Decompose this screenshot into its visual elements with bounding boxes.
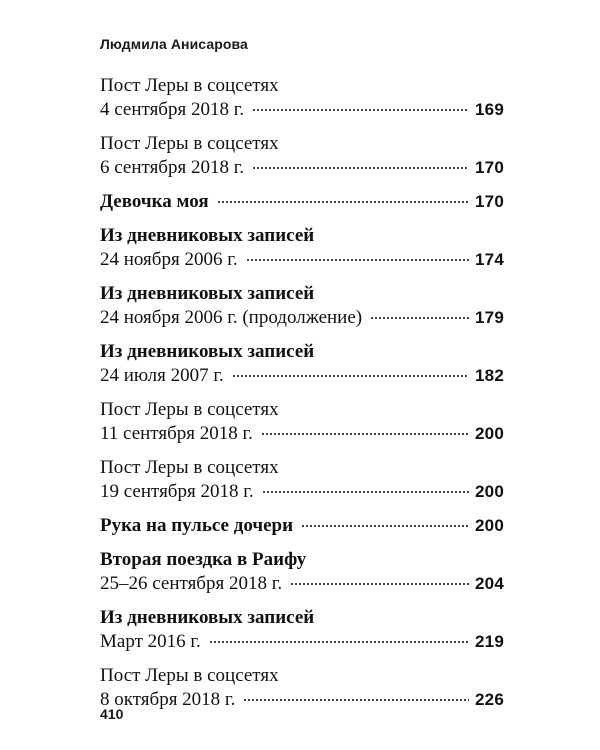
toc-entry-title: Пост Леры в соцсетях	[100, 457, 279, 478]
table-of-contents	[100, 74, 504, 722]
toc-entry-title: Девочка моя	[100, 191, 209, 212]
toc-entry	[100, 340, 504, 388]
dot-leader	[243, 699, 469, 701]
toc-entry-detail: 24 ноября 2006 г.	[100, 249, 238, 270]
toc-entry-title: Пост Леры в соцсетях	[100, 133, 279, 154]
dot-leader	[290, 583, 469, 585]
toc-entry-title: Пост Леры в соцсетях	[100, 399, 279, 420]
toc-entry-title: Из дневниковых записей	[100, 607, 315, 628]
toc-entry-row	[100, 572, 504, 596]
page-number: 410	[100, 706, 124, 722]
toc-entry-row	[100, 98, 504, 122]
dot-leader	[301, 525, 469, 527]
toc-entry	[100, 132, 504, 180]
dot-leader	[232, 375, 469, 377]
toc-entry-page: 200	[475, 424, 504, 443]
dot-leader	[246, 259, 469, 261]
toc-entry-title: Пост Леры в соцсетях	[100, 665, 279, 686]
toc-entry-page: 179	[475, 308, 504, 327]
dot-leader	[370, 317, 469, 319]
toc-entry-title: Вторая поездка в Раифу	[100, 549, 307, 570]
toc-entry-row	[100, 480, 504, 504]
toc-entry	[100, 74, 504, 122]
toc-entry-page: 170	[475, 158, 504, 177]
toc-entry-title: Пост Леры в соцсетях	[100, 75, 279, 96]
toc-entry-detail: Март 2016 г.	[100, 631, 201, 652]
toc-entry	[100, 282, 504, 330]
dot-leader	[252, 109, 469, 111]
toc-entry-page: 226	[475, 690, 504, 709]
toc-entry-detail: 4 сентября 2018 г.	[100, 99, 245, 120]
toc-entry-title: Из дневниковых записей	[100, 341, 315, 362]
toc-entry-page: 200	[475, 516, 504, 535]
toc-entry-detail: 25–26 сентября 2018 г.	[100, 573, 283, 594]
toc-entry-detail: 11 сентября 2018 г.	[100, 423, 253, 444]
toc-entry-detail: 6 сентября 2018 г.	[100, 157, 245, 178]
toc-entry	[100, 456, 504, 504]
dot-leader	[217, 201, 469, 203]
dot-leader	[252, 167, 469, 169]
toc-entry-title: Из дневниковых записей	[100, 283, 315, 304]
toc-entry-detail: 24 ноября 2006 г. (продолжение)	[100, 307, 363, 328]
toc-entry	[100, 664, 504, 712]
toc-entry-page: 219	[475, 632, 504, 651]
toc-entry-detail: 24 июля 2007 г.	[100, 365, 224, 386]
toc-entry-title: Рука на пульсе дочери	[100, 515, 294, 536]
toc-entry-page: 170	[475, 192, 504, 211]
toc-entry	[100, 514, 504, 538]
toc-entry-row	[100, 630, 504, 654]
toc-entry-page: 182	[475, 366, 504, 385]
toc-entry	[100, 606, 504, 654]
dot-leader	[261, 433, 469, 435]
toc-entry-title: Из дневниковых записей	[100, 225, 315, 246]
toc-entry-row	[100, 364, 504, 388]
toc-entry-row	[100, 688, 504, 712]
toc-entry-row	[100, 422, 504, 446]
toc-entry-detail: 19 сентября 2018 г.	[100, 481, 254, 502]
dot-leader	[209, 641, 469, 643]
toc-entry-row	[100, 306, 504, 330]
dot-leader	[262, 491, 469, 493]
toc-entry-row	[100, 190, 504, 214]
toc-entry	[100, 548, 504, 596]
toc-entry-row	[100, 248, 504, 272]
running-head-author: Людмила Анисарова	[100, 36, 248, 52]
toc-entry-row	[100, 156, 504, 180]
toc-entry-page: 174	[475, 250, 504, 269]
toc-entry-detail: 8 октября 2018 г.	[100, 689, 236, 710]
toc-entry-page: 169	[475, 100, 504, 119]
toc-entry-row	[100, 514, 504, 538]
toc-entry-page: 204	[475, 574, 504, 593]
toc-entry-page: 200	[475, 482, 504, 501]
toc-entry	[100, 398, 504, 446]
toc-entry	[100, 190, 504, 214]
toc-entry	[100, 224, 504, 272]
